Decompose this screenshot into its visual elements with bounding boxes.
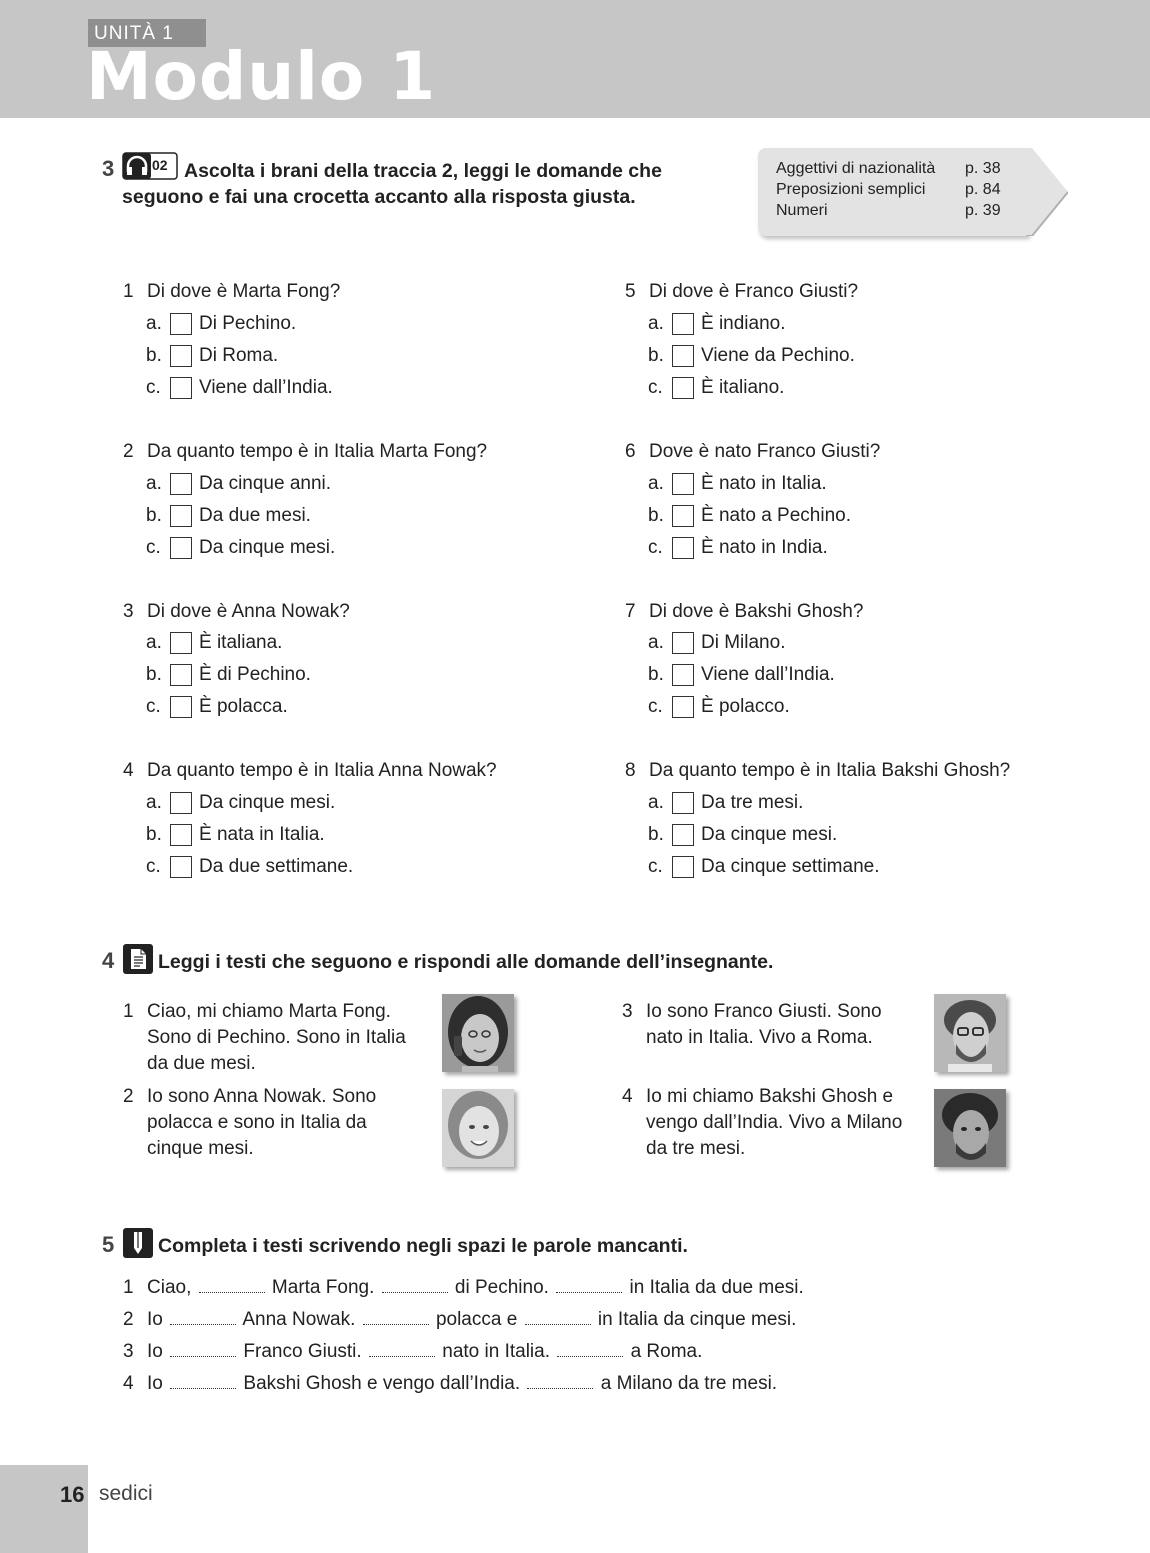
option-text: È nato a Pechino. [701,505,851,526]
option-letter: c. [648,537,663,558]
line-text: Franco Giusti. [243,1341,362,1362]
question-text: Di dove è Bakshi Ghosh? [649,601,864,622]
text-number: 3 [622,1001,633,1022]
blank-field[interactable] [170,1374,236,1389]
text-body: Io mi chiamo Bakshi Ghosh e vengo dall’India. Vivo a Milano da tre mesi. [646,1086,903,1159]
headphones-icon [122,152,178,185]
answer-checkbox[interactable] [170,313,192,335]
page-number-word: sedici [99,1482,153,1505]
option-letter: c. [648,696,663,717]
answer-checkbox[interactable] [672,505,694,527]
option-letter: a. [648,792,664,813]
line-text: polacca e [435,1309,518,1330]
question-number: 1 [123,281,134,302]
answer-checkbox[interactable] [170,824,192,846]
option-text: È di Pechino. [199,664,311,685]
line-text: nato in Italia. [442,1341,550,1362]
exercise-instruction: Completa i testi scrivendo negli spazi le parole mancanti. [158,1235,688,1257]
grammar-reference-box [758,148,1070,244]
question-number: 4 [123,760,134,781]
line-text: a Milano da tre mesi. [600,1373,778,1394]
answer-checkbox[interactable] [672,632,694,654]
ref-page: p. 39 [965,202,1001,219]
blank-field[interactable] [170,1342,236,1357]
option-letter: c. [146,537,161,558]
answer-checkbox[interactable] [672,377,694,399]
line-number: 4 [123,1373,134,1394]
option-text: È italiano. [701,377,785,398]
option-text: Da cinque settimane. [701,856,880,877]
question-text: Di dove è Anna Nowak? [147,601,350,622]
line-text: in Italia da due mesi. [629,1277,804,1298]
option-letter: a. [648,632,664,653]
option-letter: b. [648,824,664,845]
blank-field[interactable] [363,1310,429,1325]
option-letter: a. [146,792,162,813]
line-text: Marta Fong. [271,1277,375,1298]
blank-field[interactable] [199,1278,265,1293]
exercise-number: 3 [102,156,115,181]
option-text: È nata in Italia. [199,824,325,845]
text-body: Io sono Franco Giusti. Sono nato in Italia. Vivo a Roma. [646,1001,882,1048]
line-text: di Pechino. [454,1277,549,1298]
option-letter: b. [648,345,664,366]
text-number: 1 [123,1001,134,1022]
answer-checkbox[interactable] [170,632,192,654]
answer-checkbox[interactable] [170,664,192,686]
option-text: Da cinque mesi. [199,792,336,813]
page-number: 16 [60,1482,85,1507]
line-text: a Roma. [630,1341,703,1362]
option-text: È nato in India. [701,537,828,558]
option-letter: a. [146,632,162,653]
ref-label: Numeri [776,202,828,219]
option-letter: b. [648,664,664,685]
answer-checkbox[interactable] [672,792,694,814]
fill-in-line [123,1341,702,1363]
blank-field[interactable] [525,1310,591,1325]
fill-in-line [123,1309,796,1331]
answer-checkbox[interactable] [170,377,192,399]
option-text: Viene dall’India. [701,664,835,685]
unit-label: UNITÀ 1 [88,19,206,47]
fill-in-line [123,1277,804,1299]
option-letter: a. [146,313,162,334]
line-text: Io [147,1373,163,1394]
question-number: 3 [123,601,134,622]
option-text: Da cinque anni. [199,473,332,494]
text-number: 4 [622,1086,633,1107]
option-letter: c. [648,377,663,398]
line-text: in Italia da cinque mesi. [597,1309,797,1330]
answer-checkbox[interactable] [170,505,192,527]
text-body: Ciao, mi chiamo Marta Fong. Sono di Pechino. Sono in Italia da due mesi. [147,1001,406,1074]
question-text: Da quanto tempo è in Italia Bakshi Ghosh? [649,760,1011,781]
line-text: Ciao, [147,1277,192,1298]
question-number: 5 [625,281,636,302]
question-number: 2 [123,441,134,462]
option-letter: c. [146,856,161,877]
blank-field[interactable] [556,1278,622,1293]
question-text: Dove è nato Franco Giusti? [649,441,881,462]
option-text: Da due settimane. [199,856,354,877]
ref-label: Preposizioni semplici [776,181,926,198]
answer-checkbox[interactable] [672,345,694,367]
question-text: Di dove è Marta Fong? [147,281,341,302]
track-number: 02 [152,157,168,173]
text-number: 2 [123,1086,134,1107]
question-number: 6 [625,441,636,462]
ref-page: p. 38 [965,160,1001,177]
option-letter: a. [648,313,664,334]
option-text: Di Pechino. [199,313,297,334]
answer-checkbox[interactable] [170,537,192,559]
exercise-number: 4 [102,948,115,973]
option-letter: a. [648,473,664,494]
blank-field[interactable] [527,1374,593,1389]
exercise-instruction: Leggi i testi che seguono e rispondi alle domande dell’insegnante. [158,951,774,973]
question-number: 7 [625,601,636,622]
portrait-photo-bakshi [934,1089,1006,1167]
portrait-photo-anna [442,1089,514,1167]
question-text: Da quanto tempo è in Italia Marta Fong? [147,441,488,462]
answer-checkbox[interactable] [672,473,694,495]
blank-field[interactable] [557,1342,623,1357]
question-text: Da quanto tempo è in Italia Anna Nowak? [147,760,497,781]
exercise-instruction-cont: seguono e fai una crocetta accanto alla risposta giusta. [122,186,636,208]
answer-checkbox[interactable] [170,792,192,814]
page-title: Modulo 1 [86,38,437,115]
blank-field[interactable] [369,1342,435,1357]
option-text: È nato in Italia. [701,473,827,494]
option-letter: b. [146,824,162,845]
answer-checkbox[interactable] [672,537,694,559]
page-header [0,0,1150,118]
option-text: Da cinque mesi. [199,537,336,558]
option-letter: a. [146,473,162,494]
option-text: È polacco. [701,696,790,717]
line-number: 2 [123,1309,134,1330]
option-letter: c. [146,696,161,717]
blank-field[interactable] [170,1310,236,1325]
option-letter: c. [648,856,663,877]
answer-checkbox[interactable] [672,664,694,686]
question-text: Di dove è Franco Giusti? [649,281,859,302]
ref-page: p. 84 [965,181,1001,198]
pencil-icon [123,1228,153,1263]
option-letter: b. [146,345,162,366]
option-text: Da cinque mesi. [701,824,838,845]
option-letter: b. [146,505,162,526]
ref-label: Aggettivi di nazionalità [776,160,936,177]
answer-checkbox[interactable] [672,696,694,718]
exercise-instruction: Ascolta i brani della traccia 2, leggi le domande che [184,160,662,182]
line-number: 1 [123,1277,134,1298]
answer-checkbox[interactable] [170,696,192,718]
option-letter: c. [146,377,161,398]
option-text: Viene da Pechino. [701,345,855,366]
answer-checkbox[interactable] [672,856,694,878]
option-text: Da due mesi. [199,505,311,526]
option-text: Da tre mesi. [701,792,804,813]
option-letter: b. [146,664,162,685]
answer-checkbox[interactable] [672,824,694,846]
option-text: È italiana. [199,632,283,653]
line-text: Bakshi Ghosh e vengo dall’India. [243,1373,521,1394]
fill-in-line [123,1373,777,1395]
option-text: È indiano. [701,313,786,334]
line-number: 3 [123,1341,134,1362]
option-letter: b. [648,505,664,526]
answer-checkbox[interactable] [672,313,694,335]
arrow-icon [1026,148,1068,236]
blank-field[interactable] [382,1278,448,1293]
line-text: Anna Nowak. [242,1309,356,1330]
option-text: È polacca. [199,696,288,717]
question-number: 8 [625,760,636,781]
option-text: Viene dall’India. [199,377,333,398]
portrait-photo-marta [442,994,514,1072]
option-text: Di Roma. [199,345,279,366]
text-body: Io sono Anna Nowak. Sono polacca e sono in Italia da cinque mesi. [147,1086,377,1159]
footer-bar [0,1465,88,1553]
answer-checkbox[interactable] [170,473,192,495]
exercise-number: 5 [102,1232,115,1257]
document-icon [123,944,153,979]
portrait-photo-franco [934,994,1006,1072]
answer-checkbox[interactable] [170,856,192,878]
line-text: Io [147,1309,163,1330]
option-text: Di Milano. [701,632,786,653]
answer-checkbox[interactable] [170,345,192,367]
line-text: Io [147,1341,163,1362]
